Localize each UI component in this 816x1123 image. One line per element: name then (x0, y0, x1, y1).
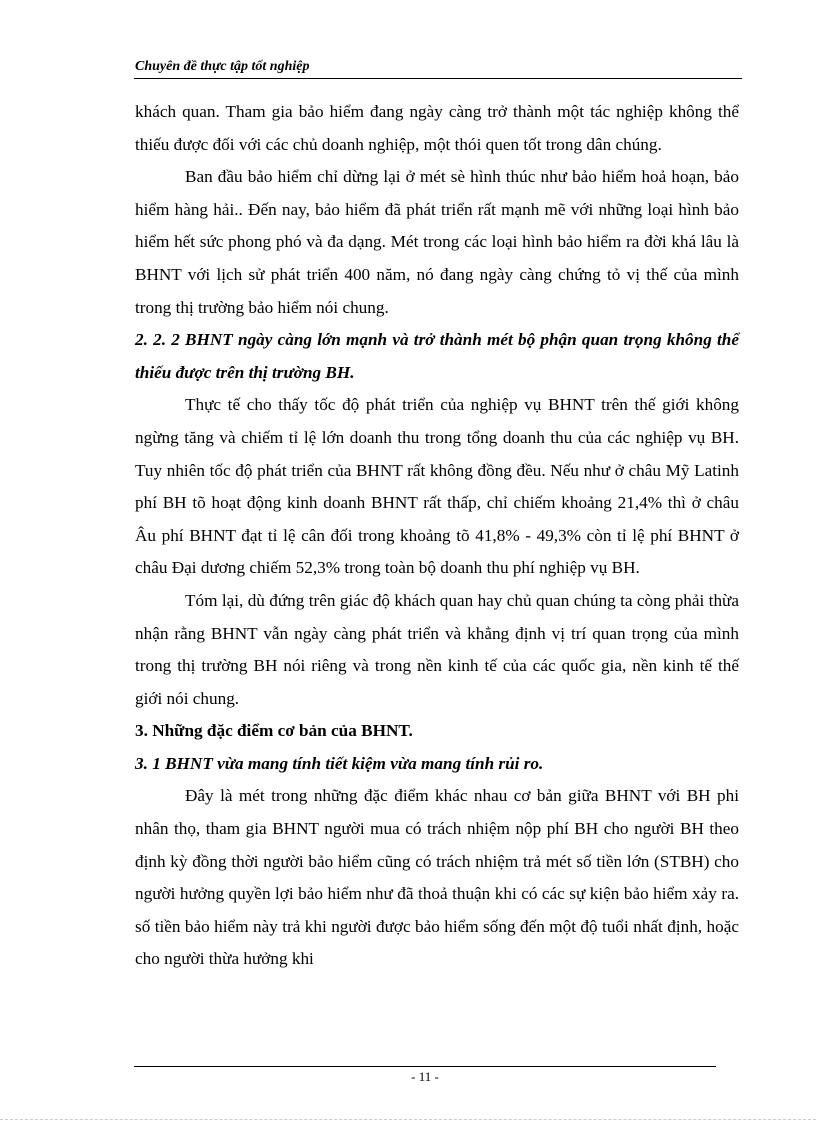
page-boundary (0, 1119, 816, 1120)
paragraph: Tóm lại, dù đứng trên giác độ khách quan hay chủ quan chúng ta còng phải thừa nhận rằng BHNT vẫn ngày càng phát triển và khẳng định vị trí quan trọng của mình trong thị trường BH nói riêng và trong nền kinh tế của các quốc gia, nền kinh tế thế giới nói chung. (135, 590, 739, 708)
subsection-heading: 3. 1 BHNT vừa mang tính tiết kiệm vừa mang tính rủi ro. (135, 753, 544, 773)
header-divider (134, 78, 742, 79)
page-number: - 11 - (411, 1069, 439, 1084)
paragraph: Đây là mét trong những đặc điểm khác nhau cơ bản giữa BHNT với BH phi nhân thọ, tham gia BHNT người mua có trách nhiệm nộp phí BH cho người BH theo định kỳ đồng thời người bảo hiểm cũng có trách nhiệm trả mét số tiền lớn (STBH) cho người hưởng quyền lợi bảo hiểm như đã thoả thuận khi có các sự kiện bảo hiểm xảy ra. số tiền bảo hiểm này trả khi người được bảo hiểm sống đến một độ tuổi nhất định, hoặc cho người thừa hưởng khi (135, 786, 739, 969)
document-body (135, 96, 739, 976)
section-heading: 2. 2. 2 BHNT ngày càng lớn mạnh và trở thành mét bộ phận quan trọng không thể thiếu được trên thị trường BH. (135, 330, 739, 382)
paragraph: Thực tế cho thấy tốc độ phát triển của nghiệp vụ BHNT trên thế giới không ngừng tăng và chiếm tỉ lệ lớn doanh thu trong tổng doanh thu của các nghiệp vụ BH. Tuy nhiên tốc độ phát triển của BHNT rất không đồng đều. Nếu như ở châu Mỹ Latinh phí BH tõ hoạt động kinh doanh BHNT rất thấp, chỉ chiếm khoảng 21,4% thì ở châu Âu phí BHNT đạt tỉ lệ cân đối trong khoảng tõ 41,8% - 49,3% còn tỉ lệ phí BHNT ở châu Đại dương chiếm 52,3% trong toàn bộ doanh thu phí nghiệp vụ BH. (135, 395, 739, 578)
running-header: Chuyên đề thực tập tốt nghiệp (135, 59, 310, 74)
section-heading: 3. Những đặc điểm cơ bản của BHNT. (135, 721, 413, 741)
paragraph: Ban đầu bảo hiểm chỉ dừng lại ở mét sè hình thúc như bảo hiểm hoả hoạn, bảo hiểm hàng hải.. Đến nay, bảo hiểm đã phát triển rất mạnh mẽ với những loại hình bảo hiểm hết sức phong phó và đa dạng. Mét trong các loại hình bảo hiểm ra đời khá lâu là BHNT với lịch sử phát triển 400 năm, nó đang ngày càng chứng tỏ vị thế của mình trong thị trường bảo hiểm nói chung. (135, 167, 739, 317)
footer-divider (134, 1066, 716, 1067)
paragraph: khách quan. Tham gia bảo hiểm đang ngày càng trở thành một tác nghiệp không thể thiếu được đối với các chủ doanh nghiệp, một thói quen tốt trong dân chúng. (135, 102, 739, 154)
